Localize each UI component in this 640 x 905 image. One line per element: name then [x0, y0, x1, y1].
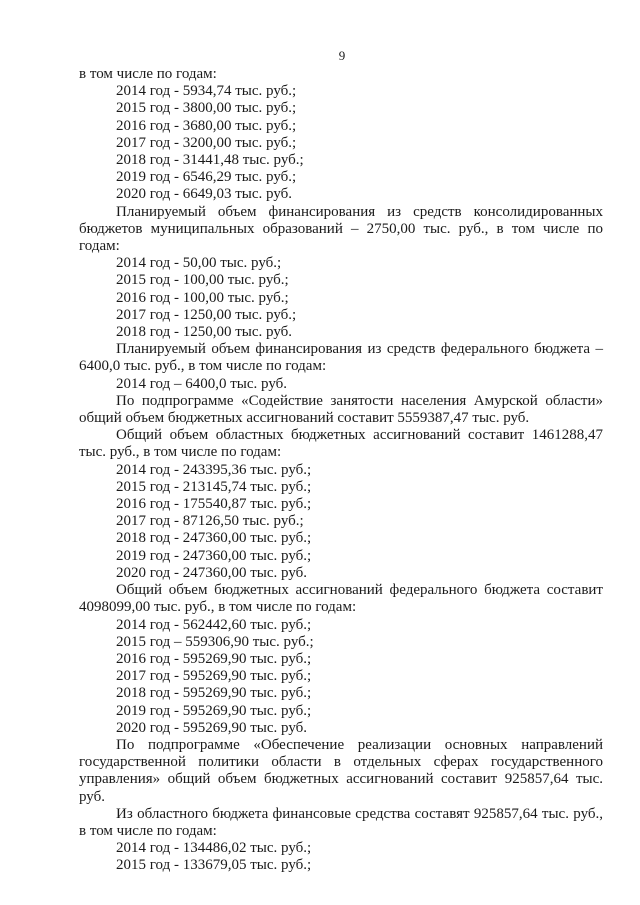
year-item: 2015 год - 100,00 тыс. руб.; [116, 272, 289, 289]
text-line: в том числе по годам: [79, 66, 217, 82]
year-item: 2017 год - 3200,00 тыс. руб.; [116, 134, 297, 151]
year-item: 2014 год - 134486,02 тыс. руб.; [116, 840, 312, 857]
year-item: 2017 год - 1250,00 тыс. руб.; [116, 306, 297, 323]
paragraph: Планируемый объем финансирования из средств консолидированных бюджетов муниципальных образований – 2750,00 тыс. руб., в том числе по годам: [79, 203, 603, 255]
year-item: 2014 год - 50,00 тыс. руб.; [116, 255, 282, 272]
year-item: 2015 год – 559306,90 тыс. руб.; [116, 633, 314, 650]
year-item: 2015 год - 213145,74 тыс. руб.; [116, 478, 312, 495]
year-item: 2014 год - 5934,74 тыс. руб.; [116, 83, 297, 100]
paragraph: Планируемый объем финансирования из средств федерального бюджета – 6400,0 тыс. руб., в том числе по годам: [79, 341, 603, 375]
year-item: 2018 год - 1250,00 тыс. руб. [116, 324, 293, 341]
year-item: 2016 год - 3680,00 тыс. руб.; [116, 117, 297, 134]
year-item: 2017 год - 595269,90 тыс. руб.; [116, 668, 312, 685]
paragraph: Общий объем бюджетных ассигнований федерального бюджета составит 4098099,00 тыс. руб., в том числе по годам: [79, 582, 603, 616]
paragraph: По подпрограмме «Содействие занятости населения Амурской области» общий объем бюджетных ассигнований составит 5559387,47 тыс. руб. [79, 392, 603, 427]
paragraph: Общий объем областных бюджетных ассигнований составит 1461288,47 тыс. руб., в том числе по годам: [79, 427, 603, 461]
year-item: 2018 год - 595269,90 тыс. руб.; [116, 685, 312, 702]
year-item: 2015 год - 133679,05 тыс. руб.; [116, 857, 312, 874]
year-item: 2016 год - 595269,90 тыс. руб.; [116, 650, 312, 667]
year-item: 2019 год - 595269,90 тыс. руб.; [116, 702, 312, 719]
page-number: 9 [338, 48, 346, 63]
year-item: 2019 год - 6546,29 тыс. руб.; [116, 169, 297, 186]
document-body [79, 66, 603, 875]
year-item: 2014 год - 562442,60 тыс. руб.; [116, 616, 312, 633]
year-item: 2020 год - 247360,00 тыс. руб. [116, 564, 308, 581]
year-item: 2020 год - 6649,03 тыс. руб. [116, 186, 293, 203]
year-item: 2018 год - 31441,48 тыс. руб.; [116, 152, 304, 169]
paragraph: По подпрограмме «Обеспечение реализации основных направлений государственной политики области в отдельных сферах государственного управления» общий объем бюджетных ассигнований составит 925857,64 тыс. руб. [79, 736, 603, 805]
year-item: 2018 год - 247360,00 тыс. руб.; [116, 530, 312, 547]
year-item: 2014 год – 6400,0 тыс. руб. [116, 375, 288, 392]
paragraph: Из областного бюджета финансовые средства составят 925857,64 тыс. руб., в том числе по годам: [79, 805, 603, 839]
year-item: 2019 год - 247360,00 тыс. руб.; [116, 547, 312, 564]
year-item: 2014 год - 243395,36 тыс. руб.; [116, 461, 312, 478]
year-item: 2016 год - 100,00 тыс. руб.; [116, 289, 289, 306]
year-item: 2017 год - 87126,50 тыс. руб.; [116, 513, 304, 530]
year-item: 2016 год - 175540,87 тыс. руб.; [116, 496, 312, 513]
year-item: 2015 год - 3800,00 тыс. руб.; [116, 100, 297, 117]
year-item: 2020 год - 595269,90 тыс. руб. [116, 719, 308, 736]
